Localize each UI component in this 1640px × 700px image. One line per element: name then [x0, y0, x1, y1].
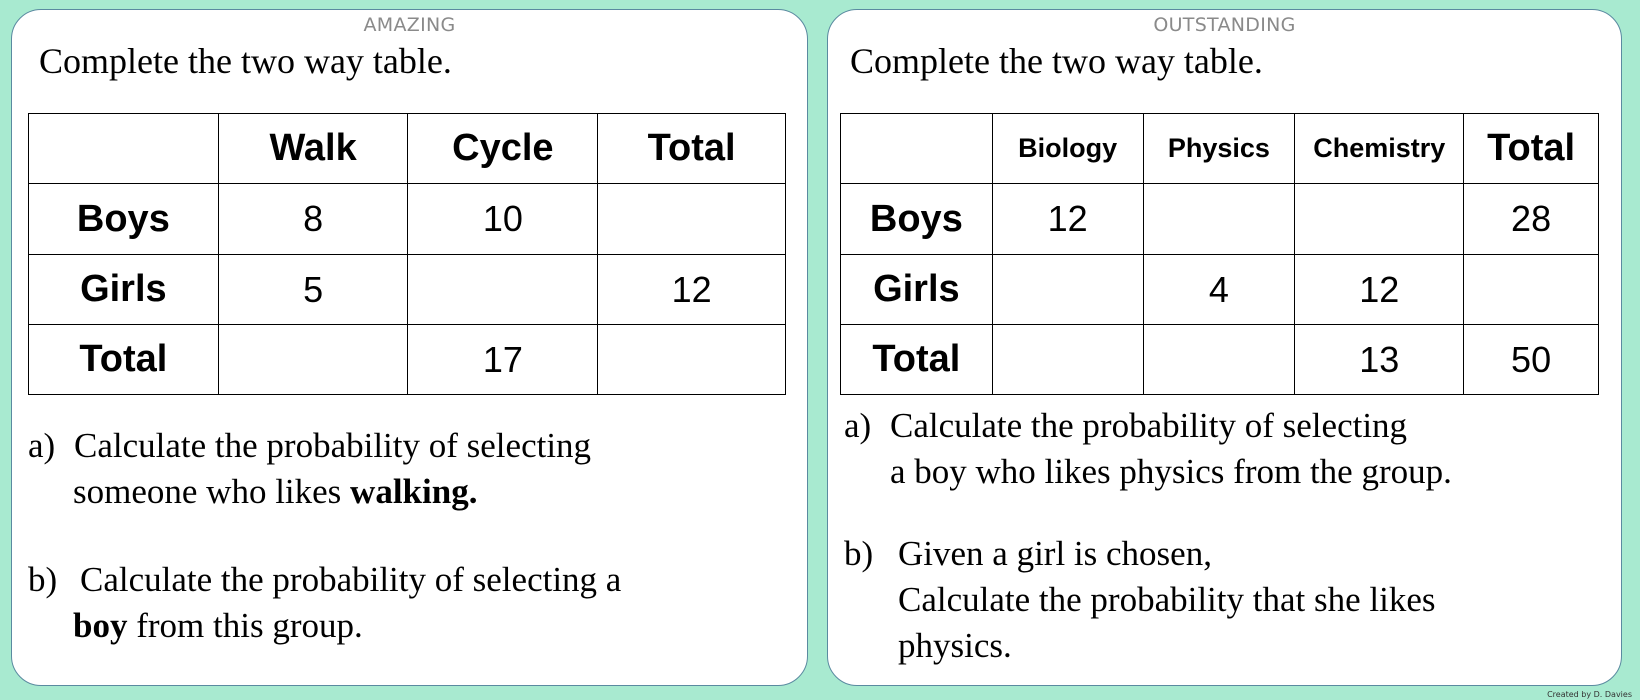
table-corner-cell [841, 114, 993, 184]
question-emphasis: walking. [350, 472, 478, 511]
question-b [28, 557, 621, 649]
column-header: Physics [1143, 114, 1295, 184]
question-text: physics. [898, 626, 1012, 665]
table-cell [598, 325, 786, 395]
column-header: Cycle [408, 114, 598, 184]
table-cell [408, 255, 598, 325]
table-cell: 12 [992, 184, 1143, 255]
question-text: Calculate the probability of selecting a [80, 560, 622, 599]
question-text: Calculate the probability of selecting [890, 406, 1408, 445]
table-cell [218, 325, 408, 395]
question-text: someone who likes [73, 472, 351, 511]
table-row [841, 184, 1599, 255]
table-cell [992, 325, 1143, 395]
table-cell [1464, 255, 1599, 325]
instruction-text: Complete the two way table. [39, 41, 452, 81]
column-header: Total [1464, 114, 1599, 184]
table-header-row [29, 114, 786, 184]
row-header: Total [841, 325, 993, 395]
table-cell: 12 [1295, 255, 1464, 325]
question-text: a boy who likes physics from the group. [890, 452, 1452, 491]
row-header: Girls [841, 255, 993, 325]
table-cell [1143, 184, 1295, 255]
table-row [29, 255, 786, 325]
table-header-row [841, 114, 1599, 184]
table-cell [598, 184, 786, 255]
table-cell: 17 [408, 325, 598, 395]
table-cell [992, 255, 1143, 325]
two-way-table [28, 113, 786, 395]
table-cell: 50 [1464, 325, 1599, 395]
row-header: Boys [29, 184, 219, 255]
row-header: Total [29, 325, 219, 395]
table-cell [1295, 184, 1464, 255]
instruction-text: Complete the two way table. [850, 41, 1263, 81]
table-cell: 4 [1143, 255, 1295, 325]
question-marker: a) [28, 426, 56, 465]
amazing-card [11, 9, 808, 686]
question-a [28, 423, 591, 515]
question-b [844, 531, 1436, 669]
table-cell [1143, 325, 1295, 395]
question-emphasis: boy [73, 606, 128, 645]
question-a [844, 403, 1452, 495]
row-header: Girls [29, 255, 219, 325]
question-marker: a) [844, 406, 872, 445]
table-cell: 28 [1464, 184, 1599, 255]
column-header: Walk [218, 114, 408, 184]
table-corner-cell [29, 114, 219, 184]
table-row [841, 255, 1599, 325]
outstanding-card [827, 9, 1622, 686]
column-header: Chemistry [1295, 114, 1464, 184]
column-header: Total [598, 114, 786, 184]
question-marker: b) [844, 534, 874, 573]
table-cell: 5 [218, 255, 408, 325]
credit-text: Created by D. Davies [1547, 690, 1632, 699]
question-text: from this group. [127, 606, 363, 645]
table-cell: 10 [408, 184, 598, 255]
row-header: Boys [841, 184, 993, 255]
table-cell: 13 [1295, 325, 1464, 395]
table-cell: 12 [598, 255, 786, 325]
card-label: OUTSTANDING [1153, 14, 1296, 36]
table-row [841, 325, 1599, 395]
table-row [29, 184, 786, 255]
column-header: Biology [992, 114, 1143, 184]
question-text: Calculate the probability of selecting [74, 426, 592, 465]
table-cell: 8 [218, 184, 408, 255]
card-label: AMAZING [363, 14, 456, 36]
question-marker: b) [28, 560, 58, 599]
two-way-table [840, 113, 1599, 395]
table-row [29, 325, 786, 395]
question-text: Calculate the probability that she likes [898, 580, 1436, 619]
question-text: Given a girl is chosen, [898, 534, 1212, 573]
